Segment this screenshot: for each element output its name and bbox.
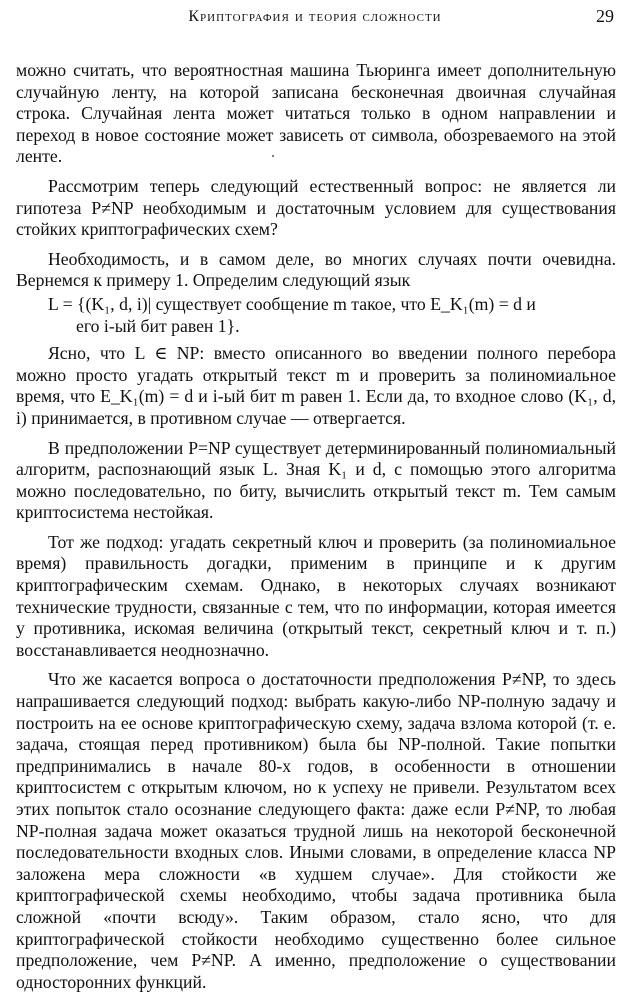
page-header [0, 4, 630, 32]
paragraph-question: Рассмотрим теперь следующий естественный вопрос: не является ли гипотеза P≠NP необходимым и достаточным условием для существования стойких криптографических схем? [16, 175, 616, 240]
page-number: 29 [596, 6, 614, 26]
paragraph-l-in-np: Ясно, что L ∈ NP: вместо описанного во введении полного перебора можно просто угадать открытый текст m и проверить за полиномиальное время, что E_K₁(m) = d и i-ый бит m равен 1. Если да, то входное слово (K₁, d, i) принимается, в противном случае — отвергается. [16, 343, 616, 428]
formula-language-definition [16, 294, 616, 337]
paragraph-same-approach: Тот же подход: угадать секретный ключ и проверить (за полиномиальное время) правильность догадки, применим в принципе и к другим криптографическим схемам. Однако, в некоторых случаях возникают технические трудности, связанные с тем, что по информации, которая имеется у противника, искомая величина (открытый текст, секретный ключ и т. п.) восстанавливается неоднозначно. [16, 531, 616, 660]
formula-line-1: L = {(K₁, d, i)| существует сообщение m такое, что E_K₁(m) = d и [48, 293, 536, 314]
running-title: Криптография и теория сложности [188, 8, 442, 25]
paragraph-continued: можно считать, что вероятностная машина Тьюринга имеет дополнительную случайную ленту, на которой записана бесконечная двоичная случайная строка. Случайная лента может читаться только в одном направлении и переход в новое состояние может зависеть от символа, обозреваемого на этой ленте. [16, 60, 616, 167]
formula-line-2: его i-ый бит равен 1}. [76, 315, 240, 336]
paragraph-sufficiency: Что же касается вопроса о достаточности предположения P≠NP, то здесь напрашивается следующий подход: выбрать какую-либо NP-полную задачу и построить на ее основе криптографическую схему, задача взлома которой (т. е. задача, стоящая перед противником) была бы NP-полной. Такие попытки предпринимались в начале 80-х годов, в особенности в отношении криптосистем с открытым ключом, но к успеху не привели. Результатом всех этих попыток стало осознание следующего факта: даже если P≠NP, то любая NP-полная задача может оказаться трудной лишь на некоторой бесконечной последовательности входных слов. Иными словами, в определение класса NP заложена мера сложности «в худшем случае». Для стойкости же криптографической схемы необходимо, чтобы задача противника была сложной «почти всюду». Таким образом, стало ясно, что для криптографической стойкости необходимо существенно более сильное предположение, чем P≠NP. А именно, предположение о существовании односторонних функций. [16, 669, 616, 992]
paragraph-necessity: Необходимость, и в самом деле, во многих случаях почти очевидна. Вернемся к примеру 1. Определим следующий язык [16, 248, 616, 291]
paragraph-p-equals-np: В предположении P=NP существует детерминированный полиномиальный алгоритм, распознающий язык L. Зная K₁ и d, с помощью этого алгоритма можно последовательно, по биту, вычислить открытый текст m. Тем самым криптосистема нестойкая. [16, 437, 616, 523]
page-body [16, 60, 616, 1001]
